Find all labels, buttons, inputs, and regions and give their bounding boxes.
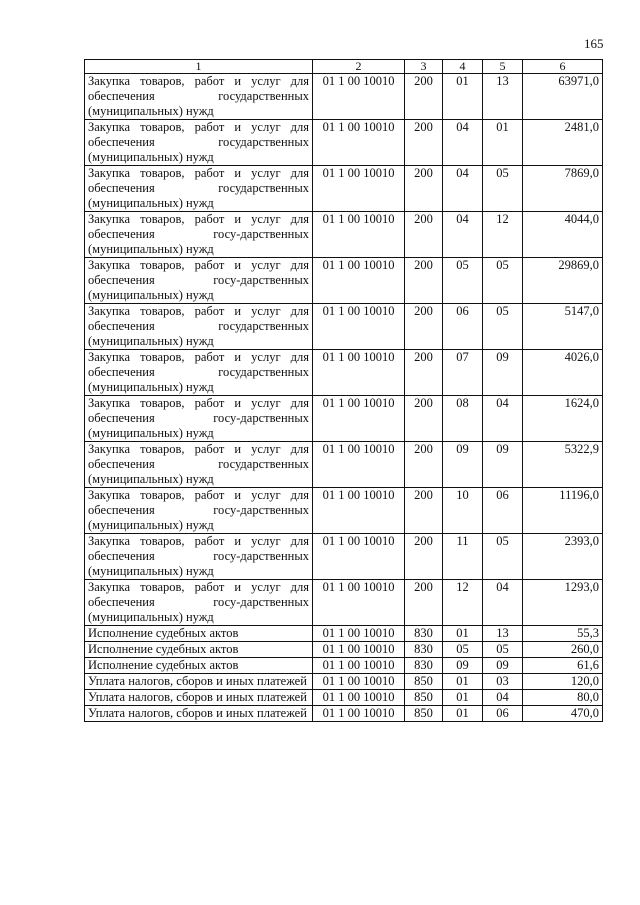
row-section-cell: 09 <box>443 658 483 674</box>
table-row <box>85 674 603 690</box>
table-body <box>85 74 603 722</box>
table-row <box>85 442 603 488</box>
row-section-cell: 05 <box>443 642 483 658</box>
row-name-cell: Закупка товаров, работ и услуг для обеспечения госу-дарственных (муниципальных) нужд <box>85 396 313 442</box>
row-name-cell: Исполнение судебных актов <box>85 626 313 642</box>
row-name-cell: Исполнение судебных актов <box>85 642 313 658</box>
table-row <box>85 304 603 350</box>
row-subsection-cell: 05 <box>483 258 523 304</box>
row-section-cell: 08 <box>443 396 483 442</box>
row-expense-type-cell: 200 <box>405 396 443 442</box>
row-amount-cell: 1624,0 <box>523 396 603 442</box>
table-row <box>85 642 603 658</box>
row-subsection-cell: 05 <box>483 642 523 658</box>
row-amount-cell: 11196,0 <box>523 488 603 534</box>
row-amount-cell: 61,6 <box>523 658 603 674</box>
row-amount-cell: 63971,0 <box>523 74 603 120</box>
row-name-cell: Уплата налогов, сборов и иных платежей <box>85 690 313 706</box>
table-row <box>85 74 603 120</box>
row-amount-cell: 7869,0 <box>523 166 603 212</box>
row-amount-cell: 2393,0 <box>523 534 603 580</box>
row-amount-cell: 470,0 <box>523 706 603 722</box>
row-code-cell: 01 1 00 10010 <box>313 74 405 120</box>
row-amount-cell: 5147,0 <box>523 304 603 350</box>
row-name-cell: Уплата налогов, сборов и иных платежей <box>85 706 313 722</box>
column-header: 1 <box>85 60 313 74</box>
row-subsection-cell: 03 <box>483 674 523 690</box>
row-section-cell: 01 <box>443 626 483 642</box>
table-row <box>85 626 603 642</box>
row-section-cell: 11 <box>443 534 483 580</box>
row-section-cell: 01 <box>443 706 483 722</box>
table-row <box>85 658 603 674</box>
row-amount-cell: 29869,0 <box>523 258 603 304</box>
table-row <box>85 396 603 442</box>
row-name-cell: Закупка товаров, работ и услуг для обеспечения госу-дарственных (муниципальных) нужд <box>85 580 313 626</box>
page-number: 165 <box>584 36 604 51</box>
row-name-cell: Закупка товаров, работ и услуг для обеспечения госу-дарственных (муниципальных) нужд <box>85 258 313 304</box>
row-expense-type-cell: 830 <box>405 658 443 674</box>
row-subsection-cell: 09 <box>483 442 523 488</box>
row-subsection-cell: 04 <box>483 396 523 442</box>
row-expense-type-cell: 200 <box>405 120 443 166</box>
row-subsection-cell: 06 <box>483 706 523 722</box>
row-expense-type-cell: 850 <box>405 674 443 690</box>
table-row <box>85 580 603 626</box>
row-name-cell: Закупка товаров, работ и услуг для обеспечения госу-дарственных (муниципальных) нужд <box>85 212 313 258</box>
row-expense-type-cell: 200 <box>405 350 443 396</box>
row-code-cell: 01 1 00 10010 <box>313 350 405 396</box>
row-expense-type-cell: 200 <box>405 258 443 304</box>
column-header: 4 <box>443 60 483 74</box>
column-header: 3 <box>405 60 443 74</box>
row-section-cell: 01 <box>443 690 483 706</box>
row-code-cell: 01 1 00 10010 <box>313 626 405 642</box>
table-row <box>85 212 603 258</box>
table-row <box>85 534 603 580</box>
column-header: 6 <box>523 60 603 74</box>
table-row <box>85 120 603 166</box>
row-name-cell: Закупка товаров, работ и услуг для обеспечения госу-дарственных (муниципальных) нужд <box>85 488 313 534</box>
row-subsection-cell: 12 <box>483 212 523 258</box>
row-expense-type-cell: 200 <box>405 304 443 350</box>
row-amount-cell: 80,0 <box>523 690 603 706</box>
row-expense-type-cell: 850 <box>405 690 443 706</box>
row-code-cell: 01 1 00 10010 <box>313 396 405 442</box>
row-subsection-cell: 05 <box>483 534 523 580</box>
table-row <box>85 166 603 212</box>
budget-table <box>84 59 603 722</box>
row-name-cell: Закупка товаров, работ и услуг для обеспечения государственных (муниципальных) нужд <box>85 120 313 166</box>
table-row <box>85 706 603 722</box>
row-expense-type-cell: 200 <box>405 488 443 534</box>
row-name-cell: Уплата налогов, сборов и иных платежей <box>85 674 313 690</box>
row-code-cell: 01 1 00 10010 <box>313 258 405 304</box>
row-code-cell: 01 1 00 10010 <box>313 580 405 626</box>
row-code-cell: 01 1 00 10010 <box>313 304 405 350</box>
row-subsection-cell: 05 <box>483 166 523 212</box>
row-code-cell: 01 1 00 10010 <box>313 658 405 674</box>
row-expense-type-cell: 200 <box>405 212 443 258</box>
table-row <box>85 350 603 396</box>
row-amount-cell: 260,0 <box>523 642 603 658</box>
row-expense-type-cell: 830 <box>405 626 443 642</box>
row-amount-cell: 55,3 <box>523 626 603 642</box>
row-expense-type-cell: 850 <box>405 706 443 722</box>
row-section-cell: 04 <box>443 120 483 166</box>
row-name-cell: Закупка товаров, работ и услуг для обеспечения государственных (муниципальных) нужд <box>85 350 313 396</box>
row-section-cell: 12 <box>443 580 483 626</box>
column-header: 2 <box>313 60 405 74</box>
row-name-cell: Закупка товаров, работ и услуг для обеспечения государственных (муниципальных) нужд <box>85 442 313 488</box>
row-code-cell: 01 1 00 10010 <box>313 166 405 212</box>
row-code-cell: 01 1 00 10010 <box>313 706 405 722</box>
row-name-cell: Закупка товаров, работ и услуг для обеспечения госу-дарственных (муниципальных) нужд <box>85 534 313 580</box>
row-code-cell: 01 1 00 10010 <box>313 674 405 690</box>
table-row <box>85 690 603 706</box>
row-subsection-cell: 04 <box>483 690 523 706</box>
row-code-cell: 01 1 00 10010 <box>313 488 405 534</box>
row-amount-cell: 4044,0 <box>523 212 603 258</box>
row-amount-cell: 120,0 <box>523 674 603 690</box>
row-name-cell: Закупка товаров, работ и услуг для обеспечения государственных (муниципальных) нужд <box>85 166 313 212</box>
row-subsection-cell: 01 <box>483 120 523 166</box>
row-subsection-cell: 04 <box>483 580 523 626</box>
row-expense-type-cell: 200 <box>405 580 443 626</box>
row-section-cell: 05 <box>443 258 483 304</box>
row-amount-cell: 4026,0 <box>523 350 603 396</box>
row-section-cell: 07 <box>443 350 483 396</box>
row-expense-type-cell: 200 <box>405 74 443 120</box>
row-section-cell: 06 <box>443 304 483 350</box>
row-section-cell: 10 <box>443 488 483 534</box>
row-section-cell: 04 <box>443 166 483 212</box>
row-subsection-cell: 09 <box>483 658 523 674</box>
row-name-cell: Закупка товаров, работ и услуг для обеспечения государственных (муниципальных) нужд <box>85 304 313 350</box>
row-amount-cell: 2481,0 <box>523 120 603 166</box>
row-expense-type-cell: 200 <box>405 534 443 580</box>
column-header: 5 <box>483 60 523 74</box>
row-subsection-cell: 05 <box>483 304 523 350</box>
row-amount-cell: 5322,9 <box>523 442 603 488</box>
row-code-cell: 01 1 00 10010 <box>313 442 405 488</box>
row-code-cell: 01 1 00 10010 <box>313 120 405 166</box>
row-code-cell: 01 1 00 10010 <box>313 642 405 658</box>
table-row <box>85 258 603 304</box>
table-header-row <box>85 60 603 74</box>
row-section-cell: 01 <box>443 674 483 690</box>
row-section-cell: 04 <box>443 212 483 258</box>
row-code-cell: 01 1 00 10010 <box>313 690 405 706</box>
table-row <box>85 488 603 534</box>
row-expense-type-cell: 830 <box>405 642 443 658</box>
row-section-cell: 01 <box>443 74 483 120</box>
row-amount-cell: 1293,0 <box>523 580 603 626</box>
row-name-cell: Исполнение судебных актов <box>85 658 313 674</box>
row-section-cell: 09 <box>443 442 483 488</box>
row-code-cell: 01 1 00 10010 <box>313 534 405 580</box>
row-subsection-cell: 09 <box>483 350 523 396</box>
row-expense-type-cell: 200 <box>405 442 443 488</box>
row-subsection-cell: 13 <box>483 74 523 120</box>
row-code-cell: 01 1 00 10010 <box>313 212 405 258</box>
row-subsection-cell: 06 <box>483 488 523 534</box>
row-name-cell: Закупка товаров, работ и услуг для обеспечения государственных (муниципальных) нужд <box>85 74 313 120</box>
row-subsection-cell: 13 <box>483 626 523 642</box>
row-expense-type-cell: 200 <box>405 166 443 212</box>
